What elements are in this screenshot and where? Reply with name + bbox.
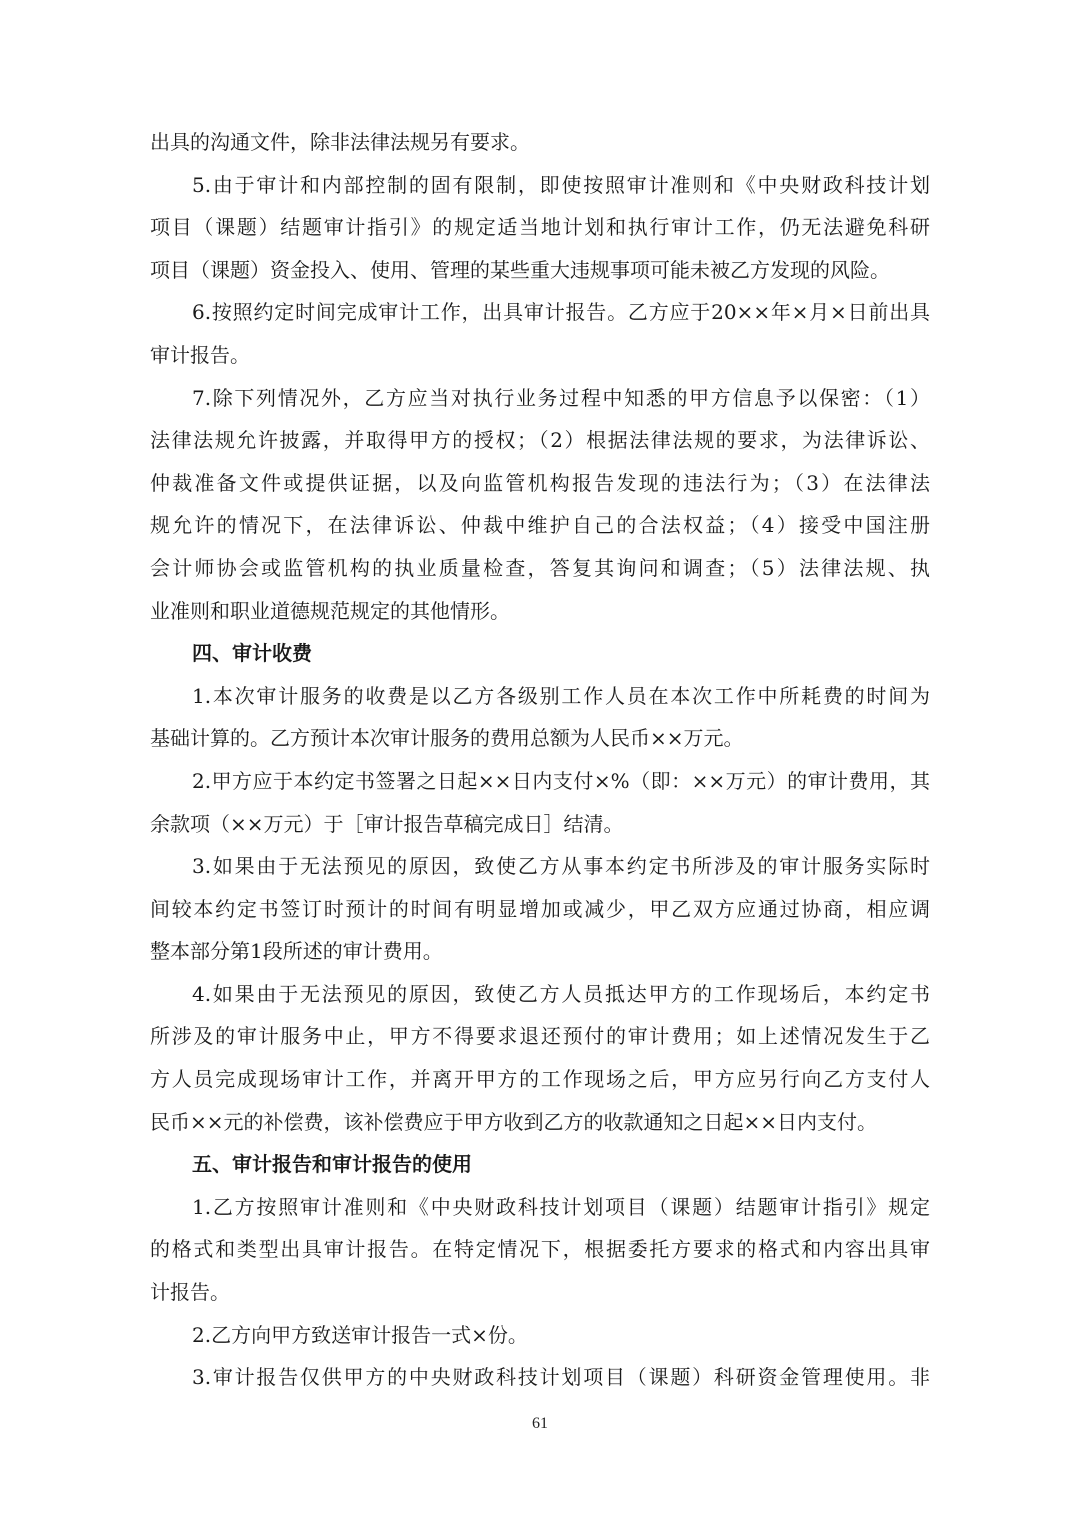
report-2-line-1: 2.乙方向甲方致送审计报告一式×份。 [192, 1322, 528, 1347]
fees-3-line-1: 3.如果由于无法预见的原因，致使乙方从事本约定书所涉及的审计服务实际时 [192, 854, 930, 879]
fees-2-line-1: 2.甲方应于本约定书签署之日起××日内支付×%（即：××万元）的审计费用，其 [192, 768, 930, 793]
paragraph-5-line-2: 项目（课题）结题审计指引》的规定适当地计划和执行审计工作，仍无法避免科研 [150, 215, 930, 240]
fees-2-line-2: 余款项（××万元）于［审计报告草稿完成日］结清。 [150, 811, 624, 836]
paragraph-7-line-1: 7.除下列情况外，乙方应当对执行业务过程中知悉的甲方信息予以保密：（1） [192, 385, 930, 410]
fees-4-line-1: 4.如果由于无法预见的原因，致使乙方人员抵达甲方的工作现场后，本约定书 [192, 981, 930, 1006]
report-1-line-1: 1.乙方按照审计准则和《中央财政科技计划项目（课题）结题审计指引》规定 [192, 1194, 930, 1219]
paragraph-7-line-4: 规允许的情况下，在法律诉讼、仲裁中维护自己的合法权益；（4）接受中国注册 [150, 513, 930, 538]
paragraph-7-line-5: 会计师协会或监管机构的执业质量检查，答复其询问和调查；（5）法律法规、执 [150, 555, 930, 580]
fees-4-line-2: 所涉及的审计服务中止，甲方不得要求退还预付的审计费用；如上述情况发生于乙 [150, 1024, 930, 1049]
document-body [150, 121, 930, 1399]
text-line: 出具的沟通文件，除非法律法规另有要求。 [150, 130, 530, 154]
paragraph-5-line-3: 项目（课题）资金投入、使用、管理的某些重大违规事项可能未被乙方发现的风险。 [150, 257, 890, 282]
report-1-line-2: 的格式和类型出具审计报告。在特定情况下，根据委托方要求的格式和内容出具审 [150, 1237, 930, 1262]
paragraph-7-line-2: 法律法规允许披露，并取得甲方的授权；（2）根据法律法规的要求，为法律诉讼、 [150, 428, 930, 453]
paragraph-6-line-2: 审计报告。 [150, 342, 250, 367]
section-heading-report-use: 五、审计报告和审计报告的使用 [192, 1152, 472, 1177]
paragraph-5-line-1: 5.由于审计和内部控制的固有限制，即使按照审计准则和《中央财政科技计划 [192, 172, 930, 197]
fees-4-line-3: 方人员完成现场审计工作，并离开甲方的工作现场之后，甲方应另行向乙方支付人 [150, 1067, 930, 1092]
section-heading-fees: 四、审计收费 [192, 641, 312, 666]
fees-3-line-2: 间较本约定书签订时预计的时间有明显增加或减少，甲乙双方应通过协商，相应调 [150, 896, 930, 921]
fees-4-line-4: 民币××元的补偿费，该补偿费应于甲方收到乙方的收款通知之日起××日内支付。 [150, 1109, 878, 1134]
fees-3-line-3: 整本部分第1段所述的审计费用。 [150, 939, 443, 964]
page-number: 61 [532, 1415, 548, 1432]
paragraph-7-line-3: 仲裁准备文件或提供证据，以及向监管机构报告发现的违法行为；（3）在法律法 [150, 470, 930, 495]
fees-1-line-2: 基础计算的。乙方预计本次审计服务的费用总额为人民币××万元。 [150, 726, 744, 751]
paragraph-7-line-6: 业准则和职业道德规范规定的其他情形。 [150, 598, 510, 623]
fees-1-line-1: 1.本次审计服务的收费是以乙方各级别工作人员在本次工作中所耗费的时间为 [192, 683, 930, 708]
report-3-line-1: 3.审计报告仅供甲方的中央财政科技计划项目（课题）科研资金管理使用。非 [192, 1365, 930, 1390]
report-1-line-3: 计报告。 [150, 1280, 230, 1305]
paragraph-6-line-1: 6.按照约定时间完成审计工作，出具审计报告。乙方应于20××年×月×日前出具 [192, 300, 930, 325]
